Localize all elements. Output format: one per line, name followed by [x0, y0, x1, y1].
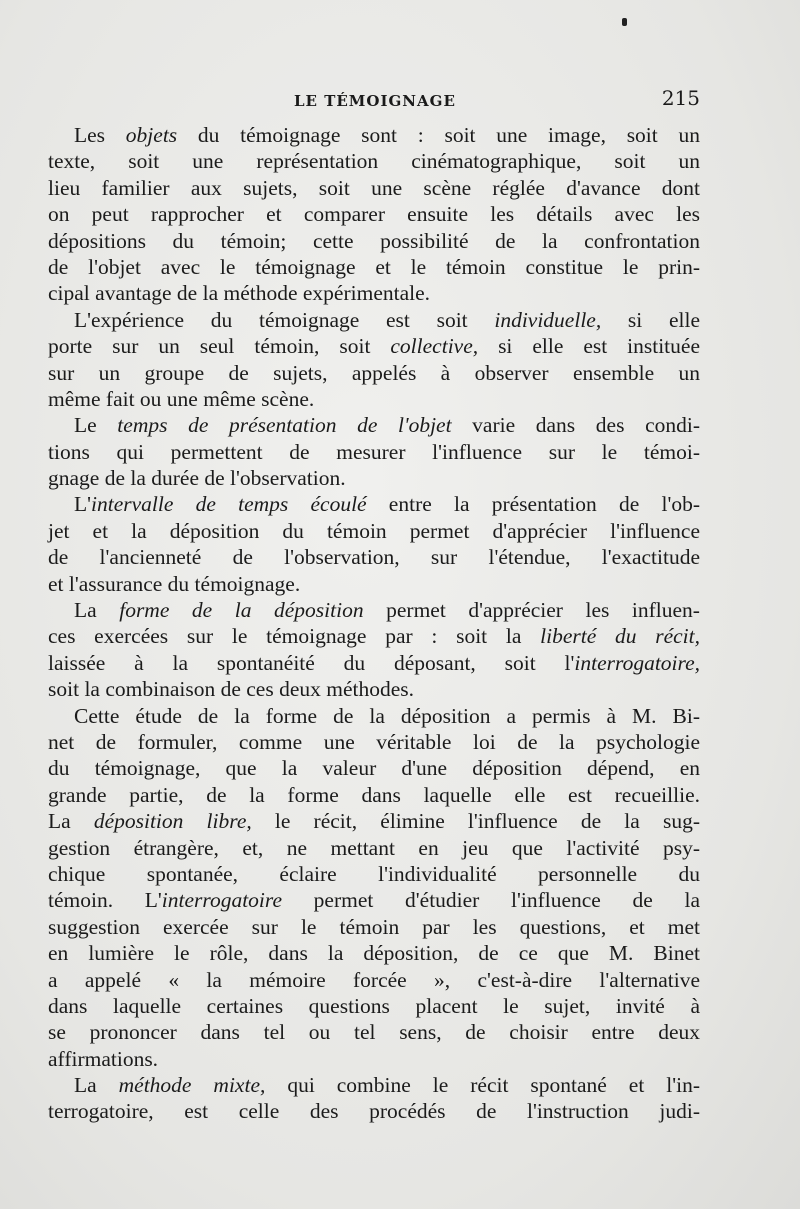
paragraph [48, 597, 700, 703]
text-run: du témoignage, que la valeur d'une déposition dépend, en [48, 756, 700, 781]
text-run: qui combine le récit spontané et l'in- [265, 1073, 700, 1098]
text-line [48, 122, 700, 148]
text-line [48, 887, 700, 913]
text-run: entre la présentation de l'ob- [366, 492, 700, 517]
paragraph [48, 122, 700, 307]
text-run: on peut rapprocher et comparer ensuite les détails avec les [48, 202, 700, 227]
text-run: témoin. L' [48, 888, 162, 913]
text-line [48, 1072, 700, 1098]
text-run: Les [74, 123, 126, 147]
page-number: 215 [661, 86, 700, 110]
text-line [48, 201, 700, 227]
text-line [48, 861, 700, 887]
text-line [48, 597, 700, 623]
paragraph [48, 703, 700, 1072]
italic-term: méthode mixte, [118, 1073, 266, 1098]
text-run: lieu familier aux sujets, soit une scène réglée d'avance dont [48, 175, 700, 200]
text-run: de l'ancienneté de l'observation, sur l'étendue, l'exactitude [48, 545, 700, 570]
text-run: laissée à la spontanéité du déposant, soit l' [48, 650, 575, 675]
text-line [48, 465, 700, 491]
text-line [48, 228, 700, 254]
italic-term: individuelle, [494, 307, 602, 332]
text-run: en lumière le rôle, dans la déposition, de ce que M. Binet [48, 941, 700, 966]
text-line [48, 491, 700, 517]
text-line [48, 386, 700, 412]
text-line [48, 967, 700, 993]
italic-term: objets [125, 123, 178, 147]
italic-term: liberté du récit, [540, 624, 700, 649]
text-run: a appelé « la mémoire forcée », c'est-à-dire l'alternative [48, 967, 700, 992]
text-run: tions qui permettent de mesurer l'influence sur le témoi- [48, 439, 700, 464]
text-line [48, 1046, 700, 1072]
text-run: affirmations. [48, 1046, 159, 1071]
paragraph [48, 412, 700, 491]
text-run: texte, soit une représentation cinématographique, soit un [48, 149, 700, 174]
text-run: si elle est instituée [478, 334, 700, 359]
text-run: La [48, 809, 94, 834]
page-header [48, 88, 700, 114]
text-line [48, 914, 700, 940]
text-run: gestion étrangère, et, ne mettant en jeu que l'activité psy- [48, 835, 700, 860]
italic-term: interrogatoire [161, 888, 282, 913]
text-line [48, 439, 700, 465]
text-run: si elle [601, 307, 700, 332]
text-line [48, 307, 700, 333]
text-run: soit la combinaison de ces deux méthodes. [48, 677, 415, 702]
text-run: dépositions du témoin; cette possibilité de la confrontation [48, 228, 700, 253]
italic-term: forme de la déposition [119, 598, 364, 623]
text-line [48, 940, 700, 966]
text-run: de l'objet avec le témoignage et le témoin constitue le prin- [48, 254, 700, 279]
text-run: L' [74, 492, 92, 517]
text-line [48, 254, 700, 280]
paragraph [48, 1072, 700, 1125]
text-run: permet d'étudier l'influence de la [282, 888, 700, 913]
text-run: jet et la déposition du témoin permet d'apprécier l'influence [48, 518, 700, 543]
text-line [48, 808, 700, 834]
text-line [48, 333, 700, 359]
text-run: L'expérience du témoignage est soit [74, 307, 495, 332]
italic-term: collective, [390, 334, 479, 359]
text-line [48, 729, 700, 755]
text-run: se prononcer dans tel ou tel sens, de choisir entre deux [48, 1020, 700, 1045]
text-line [48, 623, 700, 649]
text-run: La [74, 1073, 119, 1098]
text-run: ces exercées sur le témoignage par : soit la [48, 624, 541, 649]
text-run: grande partie, de la forme dans laquelle elle est recueillie. [48, 782, 700, 807]
text-line [48, 280, 700, 306]
paragraph [48, 307, 700, 413]
body-text [48, 122, 700, 1125]
text-run: varie dans des condi- [451, 413, 700, 438]
paragraph [48, 491, 700, 597]
text-line [48, 703, 700, 729]
italic-term: interrogatoire, [574, 650, 700, 675]
text-line [48, 755, 700, 781]
text-line [48, 518, 700, 544]
text-run: suggestion exercée sur le témoin par les questions, et met [48, 914, 700, 939]
text-line [48, 1019, 700, 1045]
text-run: terrogatoire, est celle des procédés de l'instruction judi- [48, 1099, 700, 1124]
text-line [48, 175, 700, 201]
text-line [48, 571, 700, 597]
text-run: dans laquelle certaines questions placent le sujet, invité à [48, 993, 700, 1018]
text-run: net de formuler, comme une véritable loi de la psychologie [48, 729, 700, 754]
text-line [48, 782, 700, 808]
text-line [48, 360, 700, 386]
text-run: Cette étude de la forme de la déposition a permis à M. Bi- [74, 703, 700, 728]
text-line [48, 650, 700, 676]
text-run: sur un groupe de sujets, appelés à observer ensemble un [48, 360, 700, 385]
text-run: le récit, élimine l'influence de la sug- [251, 809, 701, 834]
text-line [48, 835, 700, 861]
italic-term: déposition libre, [93, 809, 252, 834]
text-line [48, 148, 700, 174]
italic-term: intervalle de temps écoulé [91, 492, 367, 517]
text-run: La [74, 598, 120, 623]
text-run: du témoignage sont : soit une image, soit un [177, 123, 700, 147]
text-run: porte sur un seul témoin, soit [48, 334, 391, 359]
ink-spot-mark [622, 18, 627, 26]
running-title: LE TÉMOIGNAGE [294, 92, 456, 110]
text-line [48, 993, 700, 1019]
text-run: Le [74, 413, 118, 438]
text-line [48, 544, 700, 570]
text-run: et l'assurance du témoignage. [48, 571, 301, 596]
text-run: chique spontanée, éclaire l'individualité personnelle du [48, 861, 700, 886]
text-line [48, 412, 700, 438]
italic-term: temps de présentation de l'objet [117, 413, 452, 438]
text-line [48, 676, 700, 702]
text-line [48, 1098, 700, 1124]
text-run: permet d'apprécier les influen- [363, 598, 700, 623]
text-run: gnage de la durée de l'observation. [48, 466, 346, 491]
text-run: même fait ou une même scène. [48, 386, 315, 411]
text-run: cipal avantage de la méthode expérimentale. [48, 281, 431, 306]
